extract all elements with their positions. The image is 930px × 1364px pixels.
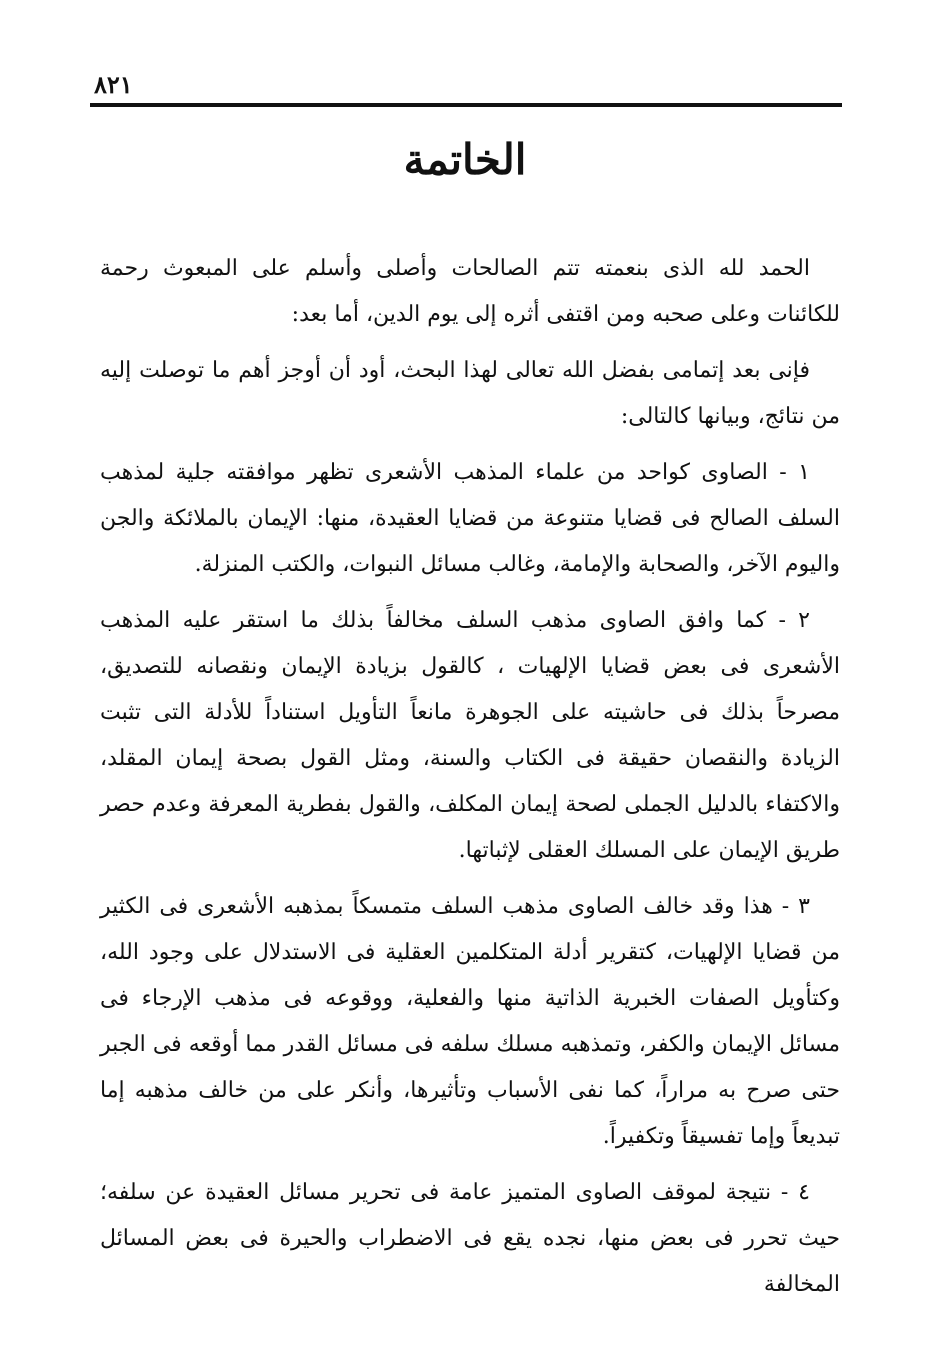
body-text xyxy=(100,246,840,1318)
paragraph-intro: الحمد لله الذى بنعمته تتم الصالحات وأصلى وأسلم على المبعوث رحمة للكائنات وعلى صحبه ومن اقتفى أثره إلى يوم الدين، أما بعد: xyxy=(100,256,840,327)
paragraph-point-1: ١ - الصاوى كواحد من علماء المذهب الأشعرى تظهر موافقته جلية لمذهب السلف الصالح فى قضايا متنوعة من قضايا العقيدة، منها: الإيمان بالملائكة والجن واليوم الآخر، والصحابة والإمامة، وغالب مسائل النبوات، والكتب المنزلة. xyxy=(100,460,840,577)
paragraph-preface: فإنى بعد إتمامى بفضل الله تعالى لهذا البحث، أود أن أوجز أهم ما توصلت إليه من نتائج، وبيانها كالتالى: xyxy=(100,358,840,429)
chapter-title: الخاتمة xyxy=(403,135,527,184)
paragraph-point-2: ٢ - كما وافق الصاوى مذهب السلف مخالفاً بذلك ما استقر عليه المذهب الأشعرى فى بعض قضايا الإلهيات ، كالقول بزيادة الإيمان ونقصانه للتصديق، مصرحاً بذلك فى حاشيته على الجوهرة مانعاً التأويل استناداً للأدلة التى تثبت الزيادة والنقصان حقيقة فى الكتاب والسنة، ومثل القول بصحة إيمان المقلد، والاكتفاء بالدليل الجملى لصحة إيمان المكلف، والقول بفطرية المعرفة وعدم حصر طريق الإيمان على المسلك العقلى لإثباتها. xyxy=(100,608,840,863)
header-rule xyxy=(90,103,842,107)
paragraph-point-3: ٣ - هذا وقد خالف الصاوى مذهب السلف متمسكاً بمذهبه الأشعرى فى الكثير من قضايا الإلهيات، كتقرير أدلة المتكلمين العقلية فى الاستدلال على وجود الله، وكتأويل الصفات الخبرية الذاتية منها والفعلية، ووقوعه فى مذهب الإرجاء فى مسائل الإيمان والكفر، وتمذهبه مسلك سلفه فى مسائل القدر مما أوقعه فى الجبر حتى صرح به مراراً، كما نفى الأسباب وتأثيرها، وأنكر على من خالف مذهبه إما تبديعاً وإما تفسيقاً وتكفيراً. xyxy=(100,894,840,1149)
paragraph-point-4: ٤ - نتيجة لموقف الصاوى المتميز عامة فى تحرير مسائل العقيدة عن سلفه؛ حيث تحرر فى بعض منها، نجده يقع فى الاضطراب والحيرة فى بعض المسائل المخالفة xyxy=(100,1180,840,1297)
page-number: ٨٢١ xyxy=(94,70,133,99)
